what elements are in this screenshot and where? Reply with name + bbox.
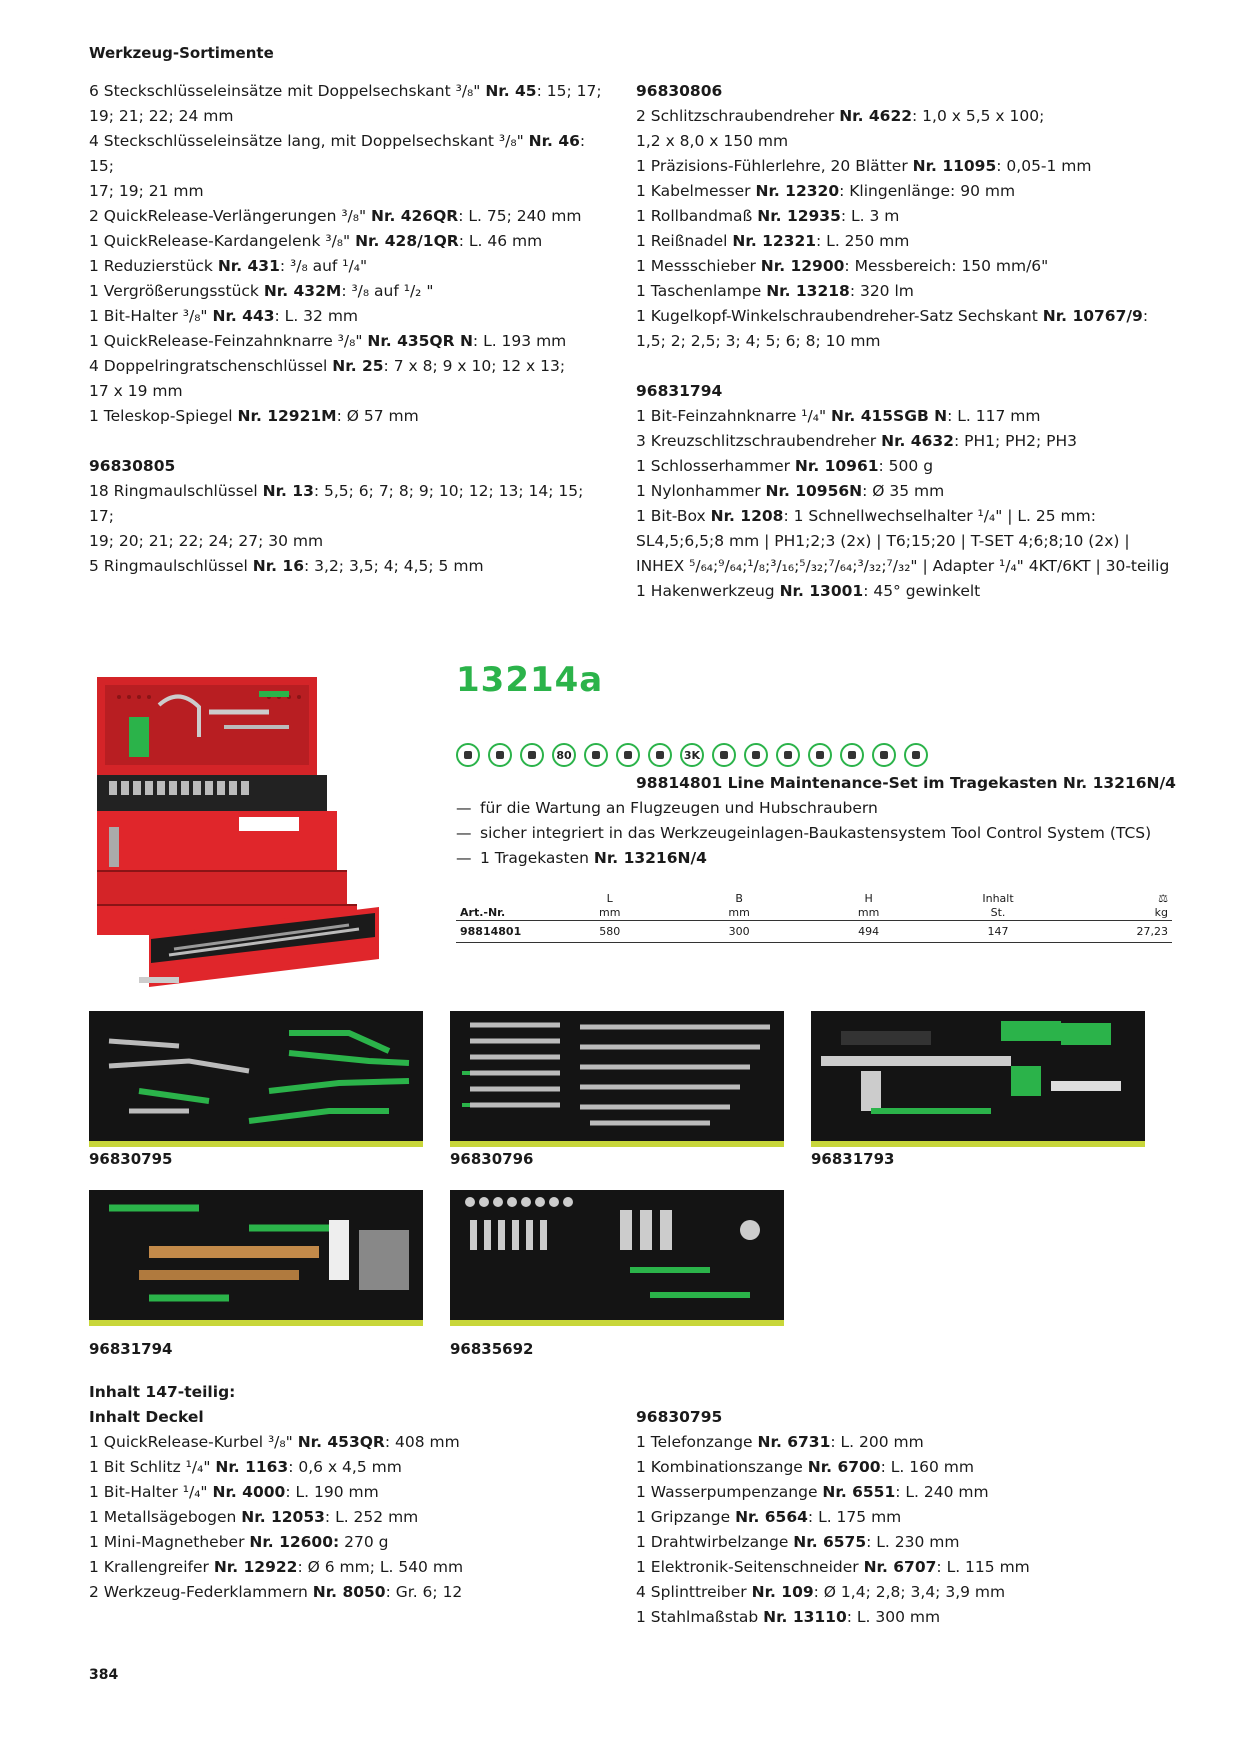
col-inhalt: Inhalt St. [982, 892, 1014, 919]
12pt-icon [904, 743, 928, 767]
list-item: 19; 21; 22; 24 mm [89, 107, 234, 125]
screwdriver-icon [616, 743, 640, 767]
list-item: 1 Stahlmaßstab Nr. 13110: L. 300 mm [636, 1608, 941, 1626]
list-item: 1 Kabelmesser Nr. 12320: Klingenlänge: 90 mm [636, 182, 1016, 200]
list-item: 6 Steckschlüsseleinsätze mit Doppelsechskant ³/₈" Nr. 45: 15; 17; [89, 82, 602, 100]
list-item: 4 Doppelringratschenschlüssel Nr. 25: 7 x 8; 9 x 10; 12 x 13; [89, 357, 566, 375]
bullet-item: —für die Wartung an Flugzeugen und Hubschraubern [456, 799, 878, 817]
slotted-icon [712, 743, 736, 767]
spacer [89, 429, 609, 454]
list-item: 1,2 x 8,0 x 150 mm [636, 132, 789, 150]
list-item: 1 Bit-Box Nr. 1208: 1 Schnellwechselhalter ¹/₄" | L. 25 mm: [636, 507, 1096, 525]
list-item: 1 Präzisions-Fühlerlehre, 20 Blätter Nr. 11095: 0,05-1 mm [636, 157, 1092, 175]
list-item: 1 Wasserpumpenzange Nr. 6551: L. 240 mm [636, 1483, 989, 1501]
list-heading: Inhalt 147-teilig: [89, 1383, 236, 1401]
tray-label-1: 96830795 [89, 1150, 173, 1168]
list-item: 1 QuickRelease-Kardangelenk ³/₈" Nr. 428/1QR: L. 46 mm [89, 232, 543, 250]
list-item: SL4,5;6,5;8 mm | PH1;2;3 (2x) | T6;15;20 | T-SET 4;6;8;10 (2x) | [636, 532, 1130, 550]
col-artnr: Art.-Nr. [460, 906, 506, 919]
list-item: 1 Mini-Magnetheber Nr. 12600: 270 g [89, 1533, 389, 1551]
feature-icons [456, 743, 928, 767]
list-item: 1 Bit Schlitz ¹/₄" Nr. 1163: 0,6 x 4,5 mm [89, 1458, 402, 1476]
3k-icon: 3K [680, 743, 704, 767]
bullet-item: —sicher integriert in das Werkzeugeinlagen-Baukastensystem Tool Control System (TCS) [456, 824, 1152, 842]
content-right-column [636, 1405, 1176, 1630]
list-item: 19; 20; 21; 22; 24; 27; 30 mm [89, 532, 324, 550]
spacer [636, 354, 1176, 379]
list-item: 1,5; 2; 2,5; 3; 4; 5; 6; 8; 10 mm [636, 332, 881, 350]
content-left-column [89, 1380, 609, 1605]
tray-image-measuring [811, 1011, 1145, 1147]
list-item: 1 Nylonhammer Nr. 10956N: Ø 35 mm [636, 482, 945, 500]
col-weight: ⚖ kg [1154, 892, 1168, 919]
list-item: 2 QuickRelease-Verlängerungen ³/₈" Nr. 426QR: L. 75; 240 mm [89, 207, 582, 225]
list-item: 17; 19; 21 mm [89, 182, 204, 200]
list-item: INHEX ⁵/₆₄;⁹/₆₄;¹/₈;³/₁₆;⁵/₃₂;⁷/₆₄;³/₃₂;⁷/₃₂" | Adapter ¹/₄" 4KT/6KT | 30-teilig [636, 557, 1170, 575]
toolbox-image [89, 667, 419, 997]
torx-icon [776, 743, 800, 767]
list-heading: 96831794 [636, 382, 723, 400]
list-item: 1 Metallsägebogen Nr. 12053: L. 252 mm [89, 1508, 419, 1526]
col-l: L mm [598, 892, 621, 919]
list-item: 1 Krallengreifer Nr. 12922: Ø 6 mm; L. 540 mm [89, 1558, 464, 1576]
tray-image-sockets [450, 1190, 784, 1326]
list-item: 1 Teleskop-Spiegel Nr. 12921M: Ø 57 mm [89, 407, 419, 425]
product-bullets [456, 796, 1176, 871]
list-item: 2 Werkzeug-Federklammern Nr. 8050: Gr. 6; 12 [89, 1583, 463, 1601]
list-item: 1 Drahtwirbelzange Nr. 6575: L. 230 mm [636, 1533, 960, 1551]
phillips-icon [744, 743, 768, 767]
tray-image-wrenches [450, 1011, 784, 1147]
section-header: Werkzeug-Sortimente [89, 44, 274, 62]
col-h: H mm [857, 892, 880, 919]
left-column [89, 79, 609, 579]
double-hex-icon [872, 743, 896, 767]
tray-image-hammers [89, 1190, 423, 1326]
page-number: 384 [89, 1667, 119, 1683]
socket-icon [488, 743, 512, 767]
torque-icon [584, 743, 608, 767]
hex-icon [840, 743, 864, 767]
product-title: 98814801 Line Maintenance-Set im Tragekasten Nr. 13216N/4 [636, 774, 1176, 792]
tray-label-2: 96830796 [450, 1150, 534, 1168]
list-item: 1 Gripzange Nr. 6564: L. 175 mm [636, 1508, 902, 1526]
80-icon: 80 [552, 743, 576, 767]
list-heading: 96830806 [636, 82, 723, 100]
list-item: 1 Bit-Halter ³/₈" Nr. 443: L. 32 mm [89, 307, 359, 325]
table-row: 98814801 580 300 494 147 27,23 [456, 921, 1172, 943]
list-item: 17 x 19 mm [89, 382, 183, 400]
list-heading: 96830805 [89, 457, 176, 475]
ratchet-icon [648, 743, 672, 767]
tray-label-3: 96831793 [811, 1150, 895, 1168]
list-item: 1 Telefonzange Nr. 6731: L. 200 mm [636, 1433, 924, 1451]
list-heading: Inhalt Deckel [89, 1408, 204, 1426]
pozidriv-icon [808, 743, 832, 767]
list-item: 1 Bit-Halter ¹/₄" Nr. 4000: L. 190 mm [89, 1483, 379, 1501]
list-item: 4 Steckschlüsseleinsätze lang, mit Doppelsechskant ³/₈" Nr. 46: 15; [89, 132, 586, 175]
list-item: 1 Hakenwerkzeug Nr. 13001: 45° gewinkelt [636, 582, 981, 600]
col-b: B mm [728, 892, 750, 919]
list-item: 1 Reduzierstück Nr. 431: ³/₈ auf ¹/₄" [89, 257, 368, 275]
scale-icon: ⚖ [1158, 892, 1168, 905]
list-item: 1 Rollbandmaß Nr. 12935: L. 3 m [636, 207, 900, 225]
list-item: 1 QuickRelease-Feinzahnknarre ³/₈" Nr. 435QR N: L. 193 mm [89, 332, 567, 350]
tray-label-4: 96831794 [89, 1340, 173, 1358]
wrench-icon [520, 743, 544, 767]
tray-label-5: 96835692 [450, 1340, 534, 1358]
spec-table [456, 890, 1172, 943]
list-item: 5 Ringmaulschlüssel Nr. 16: 3,2; 3,5; 4; 4,5; 5 mm [89, 557, 484, 575]
list-heading: 96830795 [636, 1408, 723, 1426]
list-item: 1 Bit-Feinzahnknarre ¹/₄" Nr. 415SGB N: L. 117 mm [636, 407, 1041, 425]
bullet-item: —1 Tragekasten Nr. 13216N/4 [456, 849, 707, 867]
list-item: 2 Schlitzschraubendreher Nr. 4622: 1,0 x 5,5 x 100; [636, 107, 1045, 125]
tray-image-pliers [89, 1011, 423, 1147]
product-number: 13214a [456, 660, 604, 700]
list-item: 1 Elektronik-Seitenschneider Nr. 6707: L. 115 mm [636, 1558, 1030, 1576]
right-column [636, 79, 1176, 604]
hand-tool-icon [456, 743, 480, 767]
list-item: 1 Kugelkopf-Winkelschraubendreher-Satz Sechskant Nr. 10767/9: [636, 307, 1149, 325]
list-item: 1 Schlosserhammer Nr. 10961: 500 g [636, 457, 934, 475]
list-item: 1 Taschenlampe Nr. 13218: 320 lm [636, 282, 914, 300]
list-item: 3 Kreuzschlitzschraubendreher Nr. 4632: PH1; PH2; PH3 [636, 432, 1077, 450]
list-item: 1 Reißnadel Nr. 12321: L. 250 mm [636, 232, 910, 250]
list-item: 1 Kombinationszange Nr. 6700: L. 160 mm [636, 1458, 974, 1476]
list-item: 1 Vergrößerungsstück Nr. 432M: ³/₈ auf ¹/₂ " [89, 282, 434, 300]
list-item: 1 Messschieber Nr. 12900: Messbereich: 150 mm/6" [636, 257, 1049, 275]
list-item: 18 Ringmaulschlüssel Nr. 13: 5,5; 6; 7; 8; 9; 10; 12; 13; 14; 15; 17; [89, 482, 584, 525]
list-item: 4 Splinttreiber Nr. 109: Ø 1,4; 2,8; 3,4; 3,9 mm [636, 1583, 1006, 1601]
list-item: 1 QuickRelease-Kurbel ³/₈" Nr. 453QR: 408 mm [89, 1433, 460, 1451]
